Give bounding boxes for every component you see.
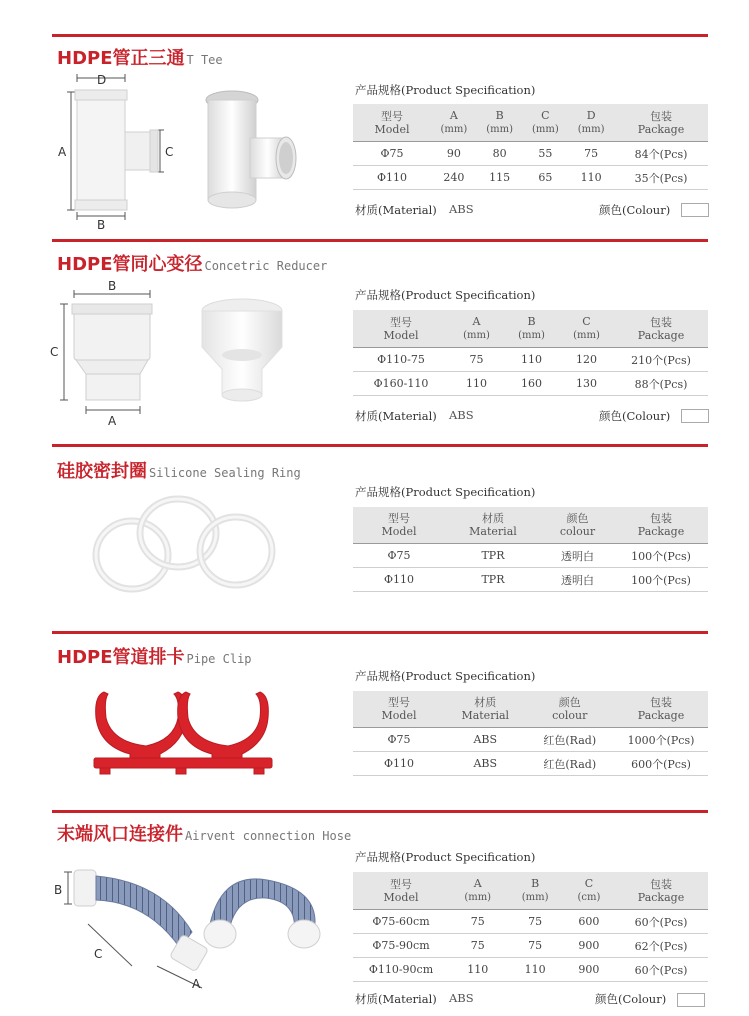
cell: 110 (504, 348, 559, 372)
header-b: B (mm) (504, 310, 559, 348)
section-title (57, 44, 223, 70)
t-tee-photo (200, 88, 300, 213)
cell-model: Φ75-90cm (353, 934, 449, 958)
header-model: 型号 Model (353, 872, 449, 910)
cell-package: 62个(Pcs) (614, 934, 708, 958)
header-material: 材质 Material (445, 507, 541, 544)
cell: 110 (449, 958, 506, 982)
cell: 110 (506, 958, 563, 982)
cell-package: 84个(Pcs) (614, 142, 708, 166)
section-title (57, 457, 301, 483)
section-divider (52, 810, 708, 813)
cell-model: Φ75 (353, 728, 445, 752)
cell: ABS (445, 752, 526, 776)
cell: 110 (568, 166, 614, 190)
cell-package: 100个(Pcs) (614, 568, 708, 592)
header-c: C (mm) (559, 310, 614, 348)
cell-package: 600个(Pcs) (614, 752, 708, 776)
cell-model: Φ160-110 (353, 372, 449, 396)
cell: 600 (564, 910, 614, 934)
spec-label: 产品规格(Product Specification) (355, 288, 536, 302)
table-row (353, 348, 708, 372)
cell: 55 (523, 142, 569, 166)
material-label: 材质(Material) (355, 992, 437, 1006)
table-row (353, 568, 708, 592)
cell-model: Φ75 (353, 544, 445, 568)
spec-label: 产品规格(Product Specification) (355, 83, 536, 97)
section-divider (52, 631, 708, 634)
table-header-row (353, 872, 708, 910)
dim-label: A (58, 145, 67, 159)
title-en: T Tee (186, 53, 223, 67)
cell: 900 (564, 934, 614, 958)
header-package: 包装 Package (614, 104, 708, 142)
section-title (57, 643, 252, 669)
header-b: B (mm) (506, 872, 563, 910)
cell: 透明白 (541, 568, 614, 592)
material-label: 材质(Material) (355, 409, 437, 423)
colour-swatch (681, 409, 709, 423)
header-material: 材质 Material (445, 691, 526, 728)
airvent-hose-diagram (52, 862, 342, 1002)
cell: 75 (449, 910, 506, 934)
cell-package: 88个(Pcs) (614, 372, 708, 396)
dim-label: C (94, 947, 103, 961)
cell: 75 (506, 910, 563, 934)
spec-table (353, 507, 708, 592)
dim-label: C (165, 145, 174, 159)
cell: 115 (477, 166, 523, 190)
header-colour: 颜色 colour (541, 507, 614, 544)
table-row (353, 934, 708, 958)
header-a: A (mm) (431, 104, 477, 142)
header-b: B (mm) (477, 104, 523, 142)
material-value: ABS (449, 202, 474, 216)
title-zh: 末端风口连接件 (57, 824, 183, 845)
title-en: Pipe Clip (186, 652, 252, 666)
cell: 红色(Rad) (526, 728, 615, 752)
dim-label: B (108, 279, 117, 293)
cell: 75 (449, 934, 506, 958)
cell: 120 (559, 348, 614, 372)
header-c: C (cm) (564, 872, 614, 910)
header-model: 型号 Model (353, 310, 449, 348)
header-model: 型号 Model (353, 507, 445, 544)
table-header-row (353, 507, 708, 544)
cell-model: Φ110 (353, 752, 445, 776)
header-package: 包装 Package (614, 310, 708, 348)
title-zh: HDPE管同心变径 (57, 254, 203, 275)
table-row (353, 166, 708, 190)
cell: TPR (445, 544, 541, 568)
pipe-clip-photo (90, 688, 280, 778)
dim-label: B (97, 218, 106, 232)
table-row (353, 910, 708, 934)
section-divider (52, 444, 708, 447)
header-c: C (mm) (523, 104, 569, 142)
table-row (353, 752, 708, 776)
cell: 240 (431, 166, 477, 190)
header-d: D (mm) (568, 104, 614, 142)
section-divider (52, 34, 708, 37)
cell-package: 1000个(Pcs) (614, 728, 708, 752)
header-model: 型号 Model (353, 104, 431, 142)
title-en: Airvent connection Hose (185, 829, 352, 843)
spec-table (353, 104, 708, 190)
t-tee-diagram (55, 72, 185, 232)
cell: 红色(Rad) (526, 752, 615, 776)
cell-package: 60个(Pcs) (614, 958, 708, 982)
cell: 160 (504, 372, 559, 396)
cell-model: Φ110-75 (353, 348, 449, 372)
table-row (353, 958, 708, 982)
dim-label: D (97, 73, 107, 87)
section-title (57, 820, 351, 846)
header-package: 包装 Package (614, 507, 708, 544)
title-en: Silicone Sealing Ring (149, 466, 301, 480)
header-colour: 颜色 colour (526, 691, 615, 728)
header-package: 包装 Package (614, 691, 708, 728)
cell-package: 60个(Pcs) (614, 910, 708, 934)
table-row (353, 728, 708, 752)
colour-label: 颜色(Colour) (599, 203, 671, 217)
title-zh: HDPE管正三通 (57, 48, 185, 69)
cell: 110 (449, 372, 504, 396)
spec-table (353, 310, 708, 396)
spec-table (353, 691, 708, 776)
section-divider (52, 239, 708, 242)
table-row (353, 544, 708, 568)
section-title (57, 250, 327, 276)
header-package: 包装 Package (614, 872, 708, 910)
title-zh: 硅胶密封圈 (57, 461, 147, 482)
table-header-row (353, 104, 708, 142)
dim-label: A (192, 977, 201, 991)
spec-label: 产品规格(Product Specification) (355, 485, 536, 499)
reducer-diagram (50, 278, 160, 428)
cell: 75 (568, 142, 614, 166)
table-row (353, 142, 708, 166)
cell: 65 (523, 166, 569, 190)
cell: ABS (445, 728, 526, 752)
cell-model: Φ110-90cm (353, 958, 449, 982)
table-header-row (353, 310, 708, 348)
cell: 130 (559, 372, 614, 396)
material-label: 材质(Material) (355, 203, 437, 217)
table-row (353, 372, 708, 396)
cell: 80 (477, 142, 523, 166)
dim-label: C (50, 345, 59, 359)
cell: TPR (445, 568, 541, 592)
header-model: 型号 Model (353, 691, 445, 728)
colour-swatch (681, 203, 709, 217)
cell: 90 (431, 142, 477, 166)
colour-swatch (677, 993, 705, 1007)
cell-package: 100个(Pcs) (614, 544, 708, 568)
spec-table (353, 872, 708, 982)
cell-package: 35个(Pcs) (614, 166, 708, 190)
colour-label: 颜色(Colour) (595, 992, 667, 1006)
title-zh: HDPE管道排卡 (57, 647, 185, 668)
table-header-row (353, 691, 708, 728)
dim-label: A (108, 414, 117, 428)
title-en: Concetric Reducer (204, 259, 328, 273)
reducer-photo (195, 295, 290, 405)
spec-label: 产品规格(Product Specification) (355, 850, 536, 864)
material-value: ABS (449, 408, 474, 422)
cell-model: Φ110 (353, 166, 431, 190)
dim-label: B (54, 883, 63, 897)
cell: 透明白 (541, 544, 614, 568)
material-value: ABS (449, 991, 474, 1005)
header-a: A (mm) (449, 872, 506, 910)
cell: 75 (449, 348, 504, 372)
sealing-ring-photo (90, 495, 280, 605)
colour-label: 颜色(Colour) (599, 409, 671, 423)
cell-model: Φ75 (353, 142, 431, 166)
cell-model: Φ75-60cm (353, 910, 449, 934)
spec-label: 产品规格(Product Specification) (355, 669, 536, 683)
cell: 900 (564, 958, 614, 982)
header-a: A (mm) (449, 310, 504, 348)
cell: 75 (506, 934, 563, 958)
cell-model: Φ110 (353, 568, 445, 592)
cell-package: 210个(Pcs) (614, 348, 708, 372)
